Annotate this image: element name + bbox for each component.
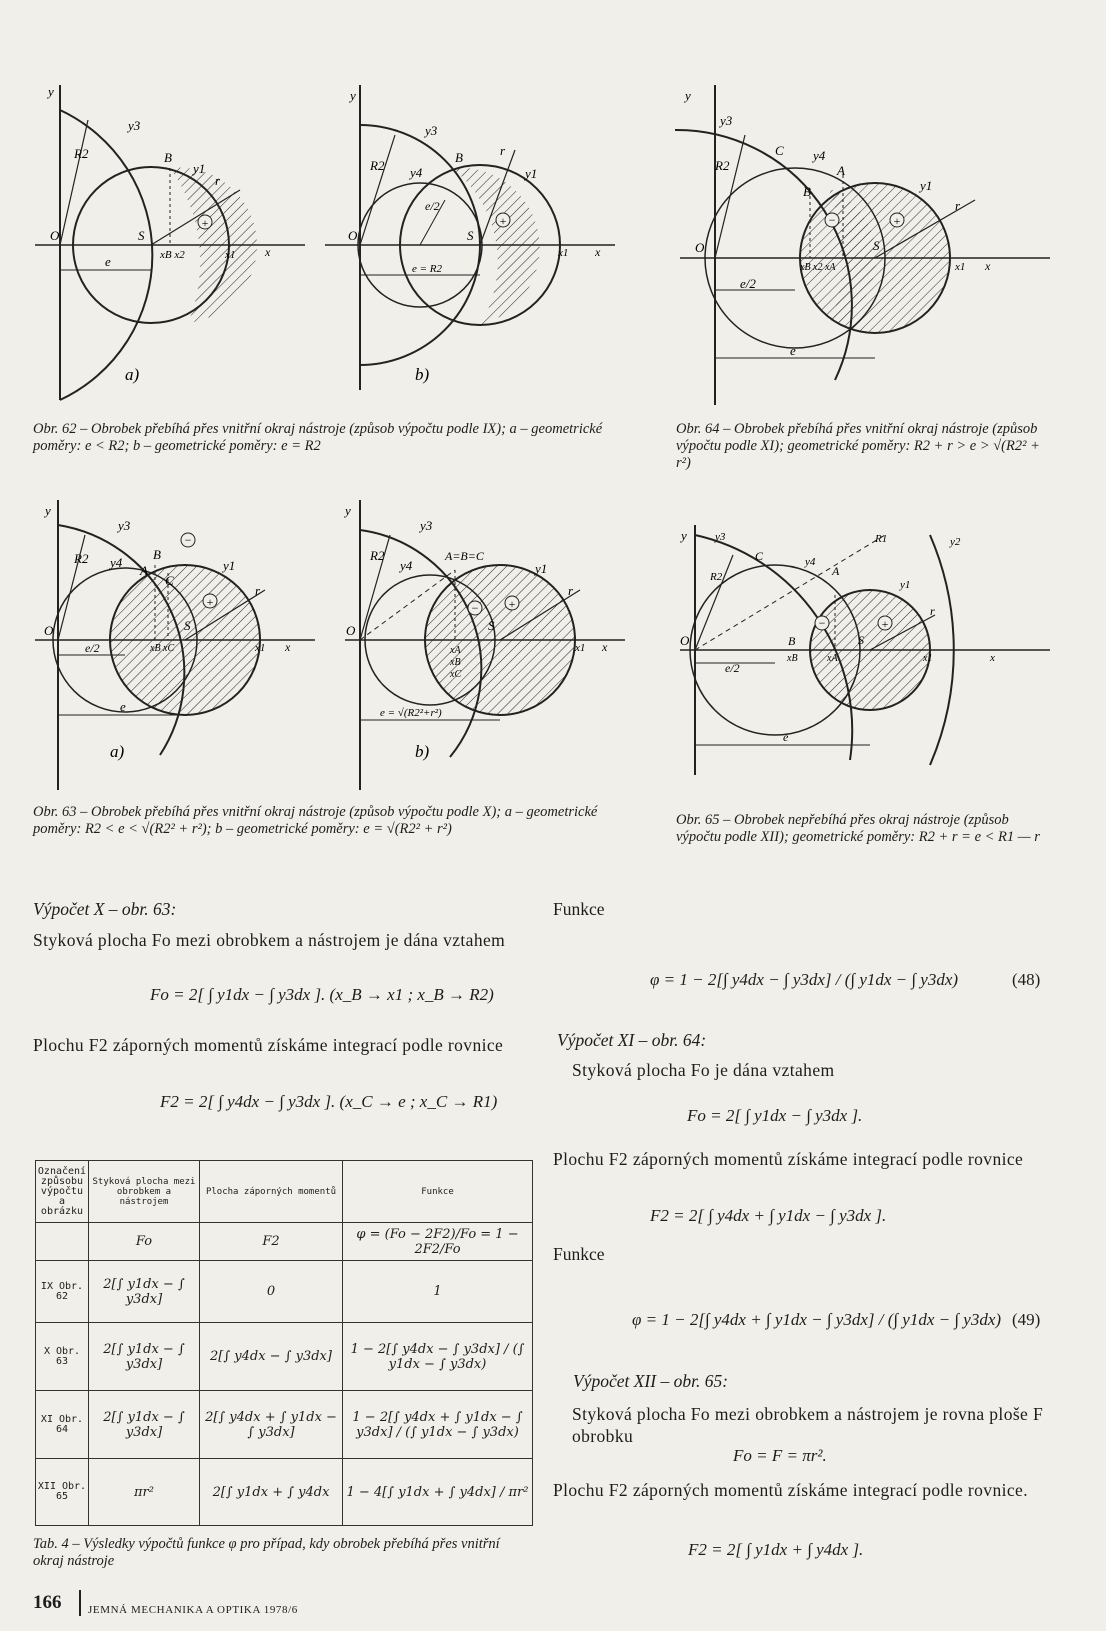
table-cell-phi: 1 [343,1261,533,1323]
svg-text:x1: x1 [955,261,966,273]
svg-text:R1: R1 [875,533,888,545]
svg-text:S: S [873,238,880,253]
svg-text:y: y [45,503,51,518]
equation-f2-xi: F2 = 2[ ∫ y4dx + ∫ y1dx − ∫ y3dx ]. [650,1206,887,1225]
caption-fig65: Obr. 65 – Obrobek nepřebíhá přes okraj nástroje (způsob výpočtu podle XII); geometrické poměry: R2 + r = e < R1 — r [676,812,1040,845]
table-subheader: Fo [89,1223,200,1261]
svg-text:O: O [50,228,60,243]
svg-text:B: B [455,150,463,165]
svg-text:y1: y1 [223,558,236,573]
table-cell-id: X Obr. 63 [36,1323,89,1391]
svg-text:y1: y1 [525,166,538,181]
paragraph-f2-xii: Plochu F2 záporných momentů získáme integrací podle rovnice. [553,1480,1028,1500]
svg-text:C: C [755,549,764,563]
svg-text:e = R2: e = R2 [412,263,443,275]
svg-text:x: x [595,245,601,259]
svg-text:e: e [120,699,126,714]
svg-text:O: O [680,633,690,648]
table-header: Označení způsobu výpočtu a obrázku [36,1161,89,1223]
table-cell-fo: 2[∫ y1dx − ∫ y3dx] [89,1391,200,1459]
svg-text:xB xC: xB xC [150,643,175,654]
equation-f2-x: F2 = 2[ ∫ y4dx − ∫ y3dx ]. (x_C → e ; x_C → R1) [160,1092,498,1111]
svg-text:+: + [508,597,516,611]
paragraph-fo-xi: Styková plocha Fo je dána vztahem [572,1060,835,1080]
svg-text:A: A [140,563,148,578]
svg-text:x: x [265,245,271,259]
svg-text:r: r [215,173,221,188]
svg-text:e/2: e/2 [85,641,100,655]
svg-text:R2: R2 [715,158,730,173]
svg-text:O: O [44,623,54,638]
svg-text:x1: x1 [225,249,236,261]
svg-text:y: y [350,88,356,103]
table-cell-id: XI Obr. 64 [36,1391,89,1459]
svg-text:e: e [783,730,789,744]
svg-text:y3: y3 [128,118,141,133]
svg-text:xA: xA [827,653,838,664]
table-cell-phi: 1 − 2[∫ y4dx + ∫ y1dx − ∫ y3dx] / (∫ y1dx − ∫ y3dx) [343,1391,533,1459]
paragraph-fo-x: Styková plocha Fo mezi obrobkem a nástrojem je dána vztahem [33,930,506,950]
table-cell-phi: 1 − 2[∫ y4dx − ∫ y3dx] / (∫ y1dx − ∫ y3dx) [343,1323,533,1391]
svg-text:e: e [105,254,111,269]
svg-text:e: e [790,343,796,358]
svg-text:y1: y1 [535,561,548,576]
svg-text:e/2: e/2 [740,276,756,291]
svg-text:O: O [346,623,356,638]
results-table [35,1160,533,1526]
svg-text:y: y [685,88,691,103]
journal-name: JEMNÁ MECHANIKA A OPTIKA 1978/6 [88,1604,298,1616]
table-cell-id: XII Obr. 65 [36,1459,89,1526]
svg-text:R2: R2 [74,551,89,566]
equation-f2-xii: F2 = 2[ ∫ y1dx + ∫ y4dx ]. [688,1540,864,1559]
svg-text:x: x [602,640,608,654]
svg-text:B: B [153,547,161,562]
svg-text:xB x2 xA: xB x2 xA [800,262,836,273]
svg-text:S: S [858,633,864,647]
equation-fo-xii: Fo = F = πr². [733,1446,827,1465]
svg-text:y1: y1 [920,178,933,193]
table-cell-fo: 2[∫ y1dx − ∫ y3dx] [89,1261,200,1323]
svg-text:r: r [255,583,261,598]
svg-text:B: B [803,184,811,199]
figure-64 [675,80,1055,410]
svg-text:S: S [488,618,495,633]
svg-text:+: + [893,214,901,228]
paragraph-f2-x: Plochu F2 záporných momentů získáme integrací podle rovnice [33,1035,504,1055]
svg-text:y1: y1 [193,161,206,176]
table-subheader: F2 [200,1223,343,1261]
svg-text:r: r [568,583,574,598]
equation-fo-x: Fo = 2[ ∫ y1dx − ∫ y3dx ]. (x_B → x1 ; x_B → R2) [150,985,494,1004]
figure-62b [320,80,620,410]
svg-text:−: − [471,601,479,615]
svg-text:xA: xA [450,645,461,656]
svg-text:xB: xB [450,657,461,668]
svg-text:r: r [500,143,506,158]
heading-calc-xii: Výpočet XII – obr. 65: [573,1371,729,1391]
svg-text:y3: y3 [720,113,733,128]
table-cell-f2: 2[∫ y4dx − ∫ y3dx] [200,1323,343,1391]
panel-label-a: a) [110,742,125,761]
svg-text:x1: x1 [923,653,933,664]
paragraph-f2-xi: Plochu F2 záporných momentů získáme integrací podle rovnice [553,1149,1024,1169]
svg-text:O: O [348,228,358,243]
svg-text:x: x [285,640,291,654]
svg-text:r: r [930,604,935,618]
svg-text:−: − [184,533,192,547]
figure-63b [340,495,630,795]
table-header: Funkce [343,1161,533,1223]
svg-text:y3: y3 [425,123,438,138]
table-subheader [36,1223,89,1261]
svg-text:e/2: e/2 [425,199,440,213]
svg-text:A: A [832,564,840,578]
panel-label-b: b) [415,365,430,384]
svg-text:xC: xC [450,669,462,680]
svg-text:R2: R2 [370,548,385,563]
table-cell-fo: πr² [89,1459,200,1526]
figure-65 [675,520,1055,780]
svg-text:+: + [206,595,214,609]
heading-calc-x: Výpočet X – obr. 63: [33,899,177,919]
table-cell-id: IX Obr. 62 [36,1261,89,1323]
svg-text:y: y [48,84,54,99]
equation-49: φ = 1 − 2[∫ y4dx + ∫ y1dx − ∫ y3dx] / (∫ y1dx − ∫ y3dx) [632,1310,1002,1329]
table-cell-f2: 0 [200,1261,343,1323]
svg-text:−: − [828,213,836,227]
svg-text:x: x [985,259,991,273]
equation-number-49: (49) [1012,1310,1041,1329]
svg-text:B: B [788,634,796,648]
svg-text:A=B=C: A=B=C [445,549,484,563]
svg-text:y: y [345,503,351,518]
label-funkce: Funkce [553,1244,605,1264]
svg-text:y4: y4 [110,555,123,570]
svg-text:C: C [775,143,784,158]
svg-text:R2: R2 [74,146,89,161]
svg-text:S: S [138,228,145,243]
svg-text:y4: y4 [805,556,816,568]
svg-text:A: A [837,163,845,178]
svg-text:y2: y2 [950,536,961,548]
svg-text:y3: y3 [715,531,726,543]
svg-text:x1: x1 [575,642,586,654]
figure-62a [30,80,310,410]
paragraph-fo-xii: Styková plocha Fo mezi obrobkem a nástrojem je rovna ploše F obrobku [572,1404,1044,1446]
svg-text:y: y [681,528,687,543]
svg-text:y3: y3 [420,518,433,533]
svg-text:B: B [164,150,172,165]
panel-label-b: b) [415,742,430,761]
equation-fo-xi: Fo = 2[ ∫ y1dx − ∫ y3dx ]. [687,1106,863,1125]
svg-text:−: − [818,616,826,630]
svg-text:x: x [990,652,995,664]
page-number: 166 [33,1592,62,1613]
svg-text:xB: xB [787,653,798,664]
caption-table4: Tab. 4 – Výsledky výpočtů funkce φ pro případ, kdy obrobek přebíhá přes vnitřní okraj nástroje [33,1536,500,1569]
svg-text:y4: y4 [813,148,826,163]
table-subheader: φ = (Fo − 2F2)/Fo = 1 − 2F2/Fo [343,1223,533,1261]
label-funkce: Funkce [553,899,605,919]
svg-text:C: C [165,573,174,588]
table-header: Plocha záporných momentů [200,1161,343,1223]
table-cell-fo: 2[∫ y1dx − ∫ y3dx] [89,1323,200,1391]
equation-48: φ = 1 − 2[∫ y4dx − ∫ y3dx] / (∫ y1dx − ∫ y3dx) [650,970,959,989]
svg-text:+: + [499,214,507,228]
caption-fig63: Obr. 63 – Obrobek přebíhá přes vnitřní okraj nástroje (způsob výpočtu podle X); a – geometrické poměry: R2 < e < √(R2² + r²); b – geometrické poměry: e = √(R2² + r²) [33,804,598,837]
equation-number-48: (48) [1012,970,1041,989]
svg-text:x1: x1 [558,247,569,259]
svg-text:y4: y4 [410,165,423,180]
svg-text:S: S [467,228,474,243]
svg-text:x1: x1 [255,642,266,654]
svg-text:S: S [184,618,191,633]
caption-fig62: Obr. 62 – Obrobek přebíhá přes vnitřní okraj nástroje (způsob výpočtu podle IX); a – geometrické poměry: e < R2; b – geometrické poměry: e = R2 [33,421,603,454]
svg-text:y1: y1 [900,579,911,591]
svg-text:e/2: e/2 [725,661,740,675]
heading-calc-xi: Výpočet XI – obr. 64: [557,1030,707,1050]
svg-text:y4: y4 [400,558,413,573]
table-cell-f2: 2[∫ y1dx + ∫ y4dx [200,1459,343,1526]
svg-text:R2: R2 [370,158,385,173]
figure-63a [30,495,320,795]
svg-text:e = √(R2²+r²): e = √(R2²+r²) [380,707,442,719]
svg-text:+: + [881,617,889,631]
svg-text:O: O [695,240,705,255]
svg-text:r: r [955,198,961,213]
table-cell-phi: 1 − 4[∫ y1dx + ∫ y4dx] / πr² [343,1459,533,1526]
table-cell-f2: 2[∫ y4dx + ∫ y1dx − ∫ y3dx] [200,1391,343,1459]
svg-text:y3: y3 [118,518,131,533]
panel-label-a: a) [125,365,140,384]
table-header: Styková plocha mezi obrobkem a nástrojem [89,1161,200,1223]
svg-text:xB x2: xB x2 [160,249,185,261]
caption-fig64: Obr. 64 – Obrobek přebíhá přes vnitřní okraj nástroje (způsob výpočtu podle XI); geometrické poměry: R2 + r > e > √(R2² + r²) [676,421,1040,471]
plus-sign: + [201,216,209,230]
footer-divider [79,1590,81,1616]
svg-text:R2: R2 [710,571,723,583]
